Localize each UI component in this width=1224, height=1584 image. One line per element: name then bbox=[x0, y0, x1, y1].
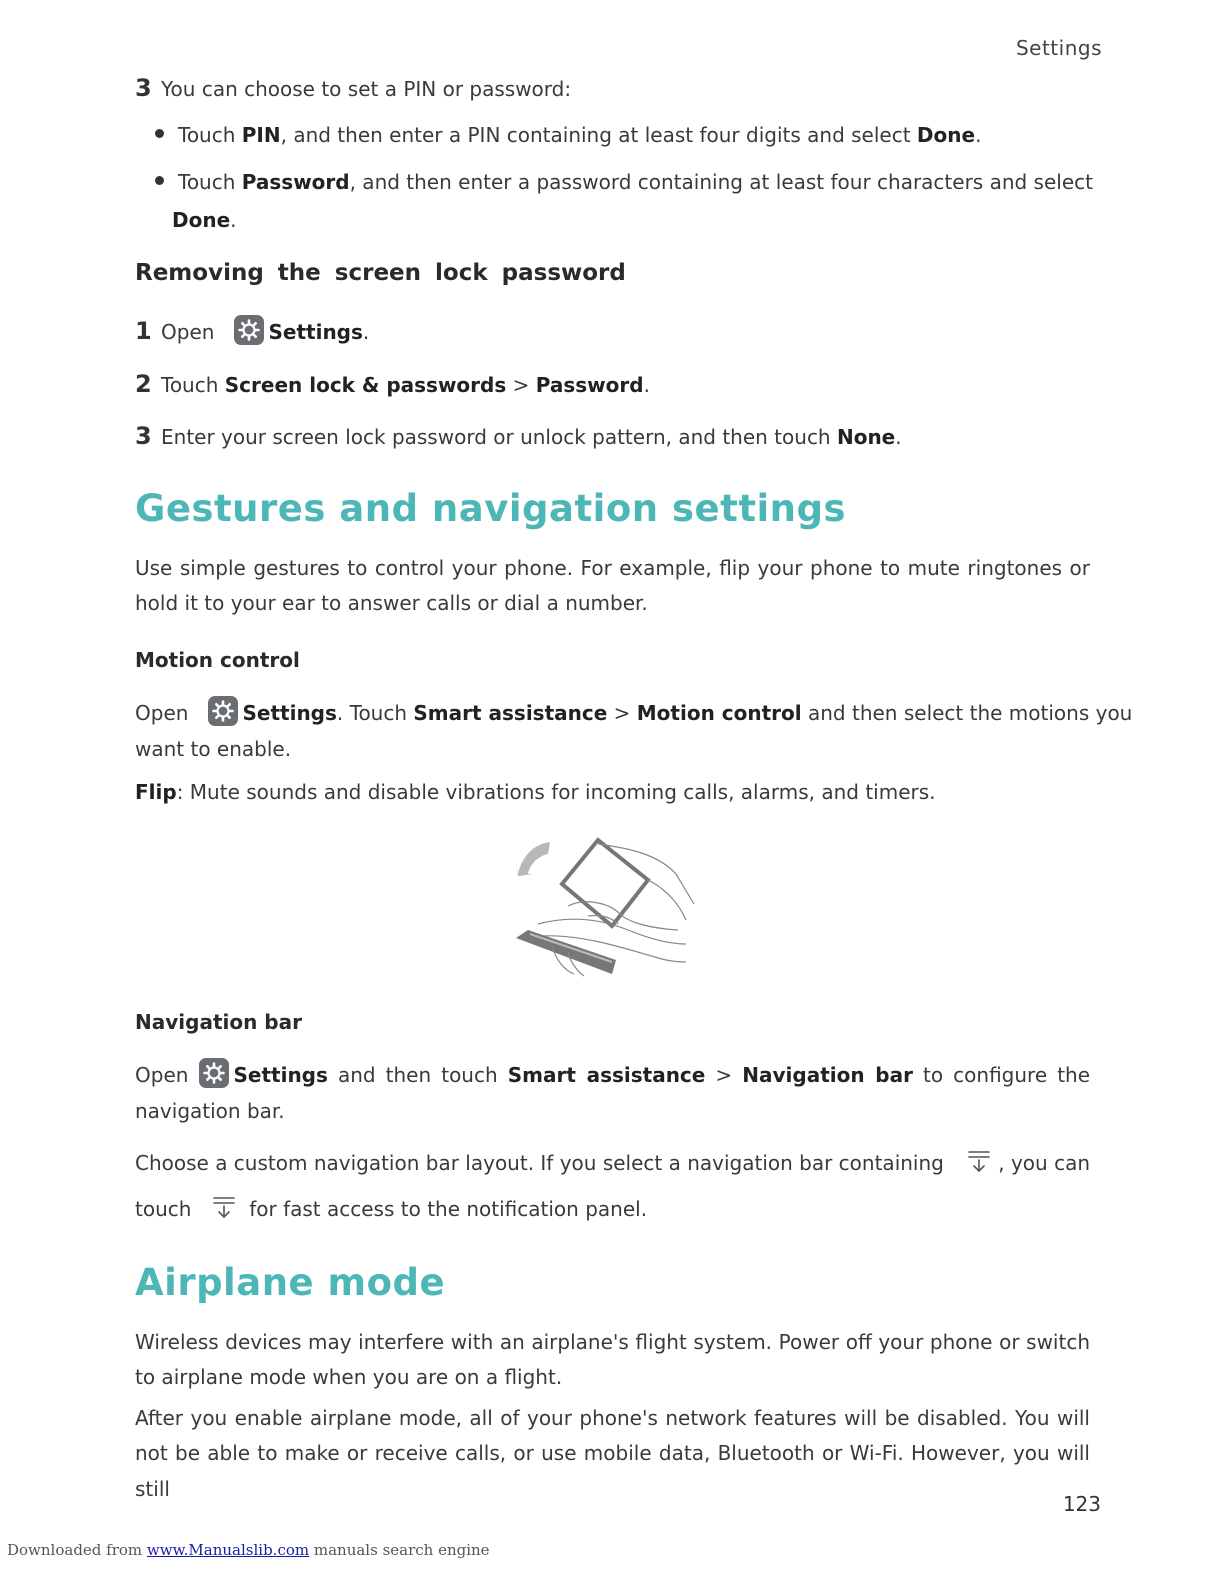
airplane-p1-line1: Wireless devices may interfere with an airplane's flight system. Power off your phone or switch bbox=[135, 1330, 1090, 1354]
remove-step-2: 2 Touch Screen lock & passwords > Password. bbox=[135, 370, 650, 398]
bullet-dot bbox=[155, 129, 164, 138]
notification-panel-icon bbox=[966, 1146, 992, 1176]
bullet-password-cont: Done. bbox=[172, 208, 237, 232]
airplane-p2-line2: not be able to make or receive calls, or use mobile data, Bluetooth or Wi-Fi. However, you will still bbox=[135, 1441, 1090, 1501]
motion-control-line2: want to enable. bbox=[135, 737, 292, 761]
download-footer: Downloaded from www.Manualslib.com manuals search engine bbox=[7, 1541, 490, 1559]
step-text: You can choose to set a PIN or password: bbox=[161, 77, 572, 101]
gear-icon bbox=[234, 315, 264, 345]
bullet-password: Touch Password, and then enter a password containing at least four characters and select bbox=[155, 164, 1093, 200]
notification-panel-icon bbox=[211, 1192, 237, 1222]
airplane-mode-heading: Airplane mode bbox=[135, 1261, 446, 1304]
gestures-intro-line1: Use simple gestures to control your phone. For example, flip your phone to mute ringtones or bbox=[135, 556, 1090, 580]
gestures-heading: Gestures and navigation settings bbox=[135, 487, 847, 530]
bullet-pin: Touch PIN, and then enter a PIN containing at least four digits and select Done. bbox=[155, 117, 981, 153]
navigation-bar-line2: navigation bar. bbox=[135, 1099, 285, 1123]
gear-icon bbox=[208, 696, 238, 726]
manualslib-link[interactable]: www.Manualslib.com bbox=[146, 1541, 310, 1559]
flip-description: Flip: Mute sounds and disable vibrations for incoming calls, alarms, and timers. bbox=[135, 780, 936, 804]
remove-step-1: 1 Open Settings. bbox=[135, 313, 369, 350]
choose-layout-line2: touch for fast access to the notification panel. bbox=[135, 1191, 647, 1227]
step-number: 3 bbox=[135, 74, 152, 102]
gestures-intro-line2: hold it to your ear to answer calls or dial a number. bbox=[135, 591, 648, 615]
step-choose-pin bbox=[135, 70, 571, 107]
gear-icon bbox=[199, 1058, 229, 1088]
navigation-bar-heading: Navigation bar bbox=[135, 1010, 302, 1034]
remove-step-3: 3 Enter your screen lock password or unlock pattern, and then touch None. bbox=[135, 422, 902, 450]
page-number: 123 bbox=[1062, 1492, 1101, 1516]
navigation-bar-line1: Open Settings and then touch Smart assistance > Navigation bar to configure the bbox=[135, 1057, 1090, 1093]
motion-control-line1: Open Settings. Touch Smart assistance > Motion control and then select the motions you bbox=[135, 695, 1132, 731]
bullet-dot bbox=[155, 176, 164, 185]
choose-layout-line1: Choose a custom navigation bar layout. If you select a navigation bar containing , you can bbox=[135, 1145, 1090, 1181]
flip-phone-illustration bbox=[508, 834, 698, 982]
airplane-p1-line2: to airplane mode when you are on a flight. bbox=[135, 1365, 563, 1389]
removing-lock-heading: Removing the screen lock password bbox=[135, 260, 626, 286]
motion-control-heading: Motion control bbox=[135, 648, 300, 672]
running-header: Settings bbox=[1015, 36, 1102, 60]
airplane-p2-line1: After you enable airplane mode, all of your phone's network features will be disabled. You will bbox=[135, 1406, 1090, 1430]
